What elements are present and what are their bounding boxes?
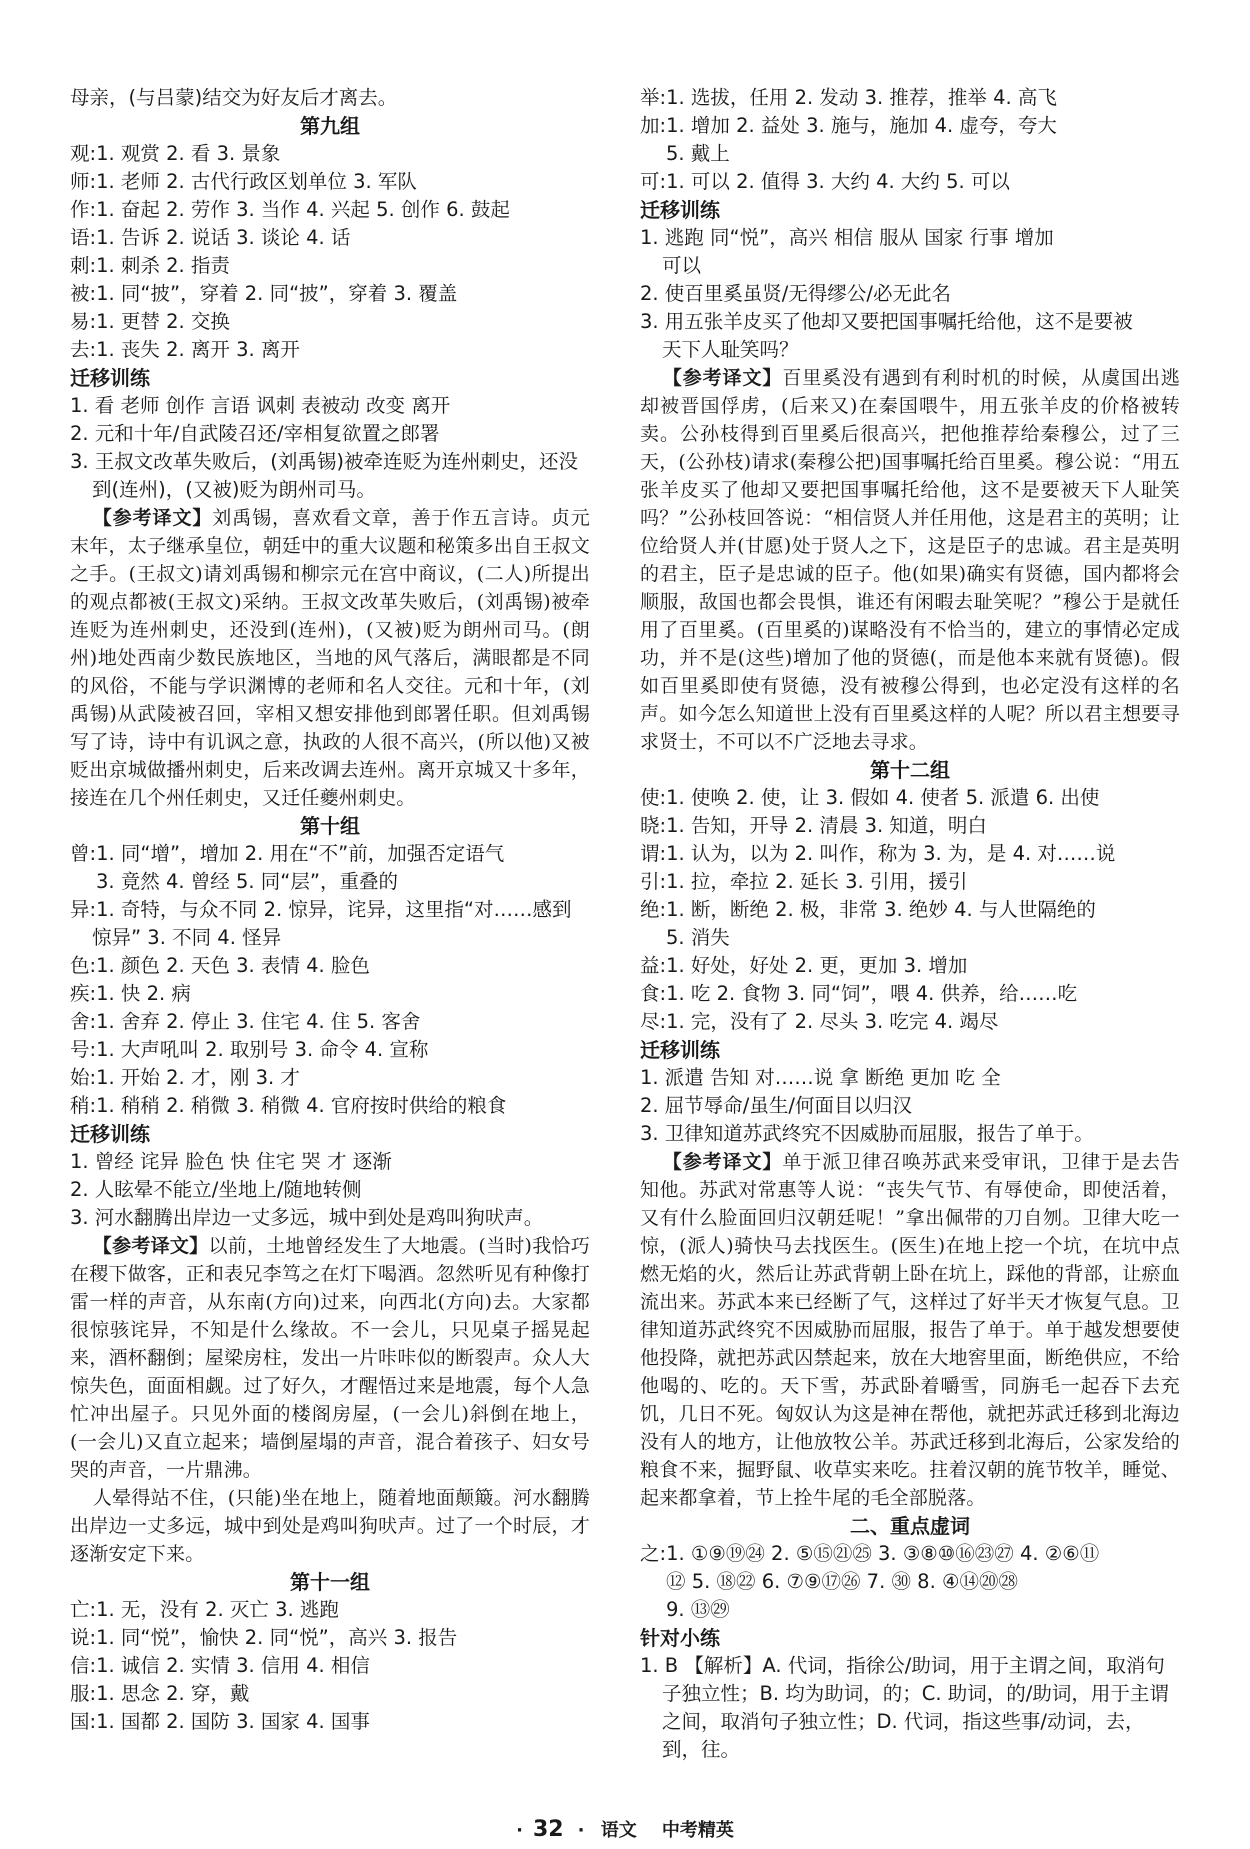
text-line: 始:1. 开始 2. 才，刚 3. 才: [70, 1066, 300, 1089]
section-heading: 迁移训练: [70, 366, 150, 390]
text-line: 易:1. 更替 2. 交换: [70, 310, 230, 333]
group-heading: 第十一组: [290, 1570, 370, 1594]
text-line: 可以: [662, 254, 702, 277]
left-column: [70, 84, 590, 1736]
text-line: 去:1. 丧失 2. 离开 3. 离开: [70, 338, 300, 361]
text-line: 曾:1. 同“增”，增加 2. 用在“不”前，加强否定语气: [70, 842, 505, 865]
right-column: [640, 84, 1180, 1764]
text-line: 被:1. 同“披”，穿着 2. 同“披”，穿着 3. 覆盖: [70, 282, 458, 305]
text-line: 9. ⑬㉙: [666, 1598, 730, 1621]
section-heading: 迁移训练: [640, 1038, 720, 1062]
text-line: 尽:1. 完，没有了 2. 尽头 3. 吃完 4. 竭尽: [640, 1010, 999, 1033]
text-line: 绝:1. 断，断绝 2. 极，非常 3. 绝妙 4. 与人世隔绝的: [640, 898, 1096, 921]
text-line: 之间，取消句子独立性；D. 代词，指这些事/动词，去，: [662, 1710, 1145, 1733]
text-line: 到(连州)，(又被)贬为朗州司马。: [92, 478, 376, 501]
translation-label: 【参考译文】: [662, 1151, 783, 1173]
text-line: 2. 屈节辱命/虽生/何面目以归汉: [640, 1094, 912, 1117]
text-line: 舍:1. 舍弃 2. 停止 3. 住宅 4. 住 5. 客舍: [70, 1010, 421, 1033]
text-line: 稍:1. 稍稍 2. 稍微 3. 稍微 4. 官府按时供给的粮食: [70, 1094, 507, 1117]
text-line: 引:1. 拉，牵拉 2. 延长 3. 引用，援引: [640, 870, 968, 893]
text-line: 亡:1. 无，没有 2. 灭亡 3. 逃跑: [70, 1598, 339, 1621]
text-line: 谓:1. 认为，以为 2. 叫作，称为 3. 为，是 4. 对……说: [640, 842, 1116, 865]
text-line: 3. 王叔文改革失败后，(刘禹锡)被牵连贬为连州刺史，还没: [70, 450, 579, 473]
group-heading: 第十二组: [870, 758, 950, 782]
text-line: 作:1. 奋起 2. 劳作 3. 当作 4. 兴起 5. 创作 6. 鼓起: [70, 198, 510, 221]
text-line: 2. 人眩晕不能立/坐地上/随地转侧: [70, 1178, 362, 1201]
text-line: 号:1. 大声吼叫 2. 取别号 3. 命令 4. 宣称: [70, 1038, 429, 1061]
text-line: 子独立性；B. 均为助词，的；C. 助词，的/助词，用于主谓: [662, 1682, 1169, 1705]
translation-text: 百里奚没有遇到有利时机的时候，从虞国出逃却被晋国俘虏，(后来又)在秦国喂牛，用五张羊皮的价格被转卖。公孙枝得到百里奚后很高兴，把他推荐给秦穆公，过了三天，(公孙枝)请求(秦穆公把)国事嘱托给百里奚。穆公说：“用五张羊皮买了他却又要把国事嘱托给他，这不是要被天下人耻笑吗？”公孙枝回答说：“相信贤人并任用他，这是君主的英明；让位给贤人并(甘愿)处于贤人之下，这是臣子的忠诚。君主是英明的君主，臣子是忠诚的臣子。他(如果)确实有贤德，国内都将会顺服，敌国也都会畏惧，谁还有闲暇去耻笑呢？”穆公于是就任用了百里奚。(百里奚的)谋略没有不恰当的，建立的事情必定成功，并不是(这些)增加了他的贤德(，而是他本来就有贤德)。假如百里奚即使有贤德，没有被穆公得到，也必定没有这样的名声。如今怎么知道世上没有百里奚这样的人呢？所以君主想要寻求贤士，不可以不广泛地去寻求。: [640, 367, 1180, 753]
group-heading: 第十组: [300, 814, 360, 838]
translation-label: 【参考译文】: [92, 507, 213, 529]
text-line: 刺:1. 刺杀 2. 指责: [70, 254, 230, 277]
text-line: 3. 用五张羊皮买了他却又要把国事嘱托给他，这不是要被: [640, 310, 1133, 333]
translation-text: 人晕得站不住，(只能)坐在地上，随着地面颠簸。河水翻腾出岸边一丈多远，城中到处是鸡叫狗吠声。过了一个时辰，才逐渐安定下来。: [70, 1487, 590, 1565]
text-line: 食:1. 吃 2. 食物 3. 同“饲”，喂 4. 供养，给……吃: [640, 982, 1078, 1005]
text-line: 晓:1. 告知，开导 2. 清晨 3. 知道，明白: [640, 814, 987, 837]
text-line: 1. 派遣 告知 对……说 拿 断绝 更加 吃 全: [640, 1066, 1001, 1089]
reference-translation: [70, 504, 590, 812]
section-heading: 迁移训练: [70, 1122, 150, 1146]
text-line: 之:1. ①⑨⑲㉔ 2. ⑤⑮㉑㉕ 3. ③⑧⑩⑯㉓㉗ 4. ②⑥⑪: [640, 1542, 1100, 1565]
text-line: 益:1. 好处，好处 2. 更，更加 3. 增加: [640, 954, 968, 977]
section-heading: 针对小练: [640, 1626, 720, 1650]
translation-label: 【参考译文】: [92, 1235, 209, 1257]
text-line: 异:1. 奇特，与众不同 2. 惊异，诧异，这里指“对……感到: [70, 898, 572, 921]
text-line: 使:1. 使唤 2. 使，让 3. 假如 4. 使者 5. 派遣 6. 出使: [640, 786, 1100, 809]
text-line: 3. 竟然 4. 曾经 5. 同“层”，重叠的: [96, 870, 399, 893]
text-line: 可:1. 可以 2. 值得 3. 大约 4. 大约 5. 可以: [640, 170, 1010, 193]
section-heading: 迁移训练: [640, 198, 720, 222]
group-heading: 第九组: [300, 114, 360, 138]
text-line: 3. 河水翻腾出岸边一丈多远，城中到处是鸡叫狗吠声。: [70, 1206, 544, 1229]
text-line: 1. 逃跑 同“悦”，高兴 相信 服从 国家 行事 增加: [640, 226, 1054, 249]
text-line: 2. 元和十年/自武陵召还/宰相复欲置之郎署: [70, 422, 440, 445]
text-line: 服:1. 思念 2. 穿，戴: [70, 1682, 250, 1705]
text-line: 天下人耻笑吗？: [662, 338, 799, 361]
text-line: ⑫ 5. ⑱㉒ 6. ⑦⑨⑰㉖ 7. ㉚ 8. ④⑭⑳㉘: [666, 1570, 1018, 1593]
text-line: 信:1. 诚信 2. 实情 3. 信用 4. 相信: [70, 1654, 370, 1677]
text-line: 到，往。: [662, 1738, 741, 1761]
footer-dot-right: ·: [577, 1820, 585, 1841]
group-heading: 二、重点虚词: [850, 1514, 970, 1538]
text-line: 国:1. 国都 2. 国防 3. 国家 4. 国事: [70, 1710, 370, 1733]
footer-book-title: 中考精英: [661, 1820, 734, 1841]
text-line: 说:1. 同“悦”，愉快 2. 同“悦”，高兴 3. 报告: [70, 1626, 458, 1649]
reference-translation: [640, 364, 1180, 756]
text-line: 疾:1. 快 2. 病: [70, 982, 191, 1005]
text-line: 母亲，(与吕蒙)结交为好友后才离去。: [70, 86, 398, 109]
text-line: 观:1. 观赏 2. 看 3. 景象: [70, 142, 281, 165]
reference-translation: [70, 1484, 590, 1568]
text-line: 举:1. 选拔，任用 2. 发动 3. 推荐，推举 4. 高飞: [640, 86, 1057, 109]
reference-translation: [640, 1148, 1180, 1512]
footer-subject: 语文: [600, 1820, 637, 1841]
page-footer: [0, 1816, 1250, 1842]
translation-text: 刘禹锡，喜欢看文章，善于作五言诗。贞元末年，太子继承皇位，朝廷中的重大议题和秘策多出自王叔文之手。(王叔文)请刘禹锡和柳宗元在宫中商议，(二人)所提出的观点都被(王叔文)采纳。王叔文改革失败后，(刘禹锡)被牵连贬为连州刺史，还没到(连州)，(又被)贬为朗州司马。(朗州)地处西南少数民族地区，当地的风气落后，满眼都是不同的风俗，不能与学识渊博的老师和名人交往。元和十年，(刘禹锡)从武陵被召回，宰相又想安排他到郎署任职。但刘禹锡写了诗，诗中有讥讽之意，执政的人很不高兴，(所以他)又被贬出京城做播州刺史，后来改调去连州。离开京城又十多年，接连在几个州任刺史，又迁任夔州刺史。: [70, 507, 590, 809]
translation-label: 【参考译文】: [662, 367, 783, 389]
footer-dot-left: ·: [516, 1820, 523, 1841]
text-line: 5. 戴上: [666, 142, 730, 165]
text-line: 5. 消失: [666, 926, 730, 949]
text-line: 加:1. 增加 2. 益处 3. 施与，施加 4. 虚夸，夸大: [640, 114, 1057, 137]
text-line: 3. 卫律知道苏武终究不因威胁而屈服，报告了单于。: [640, 1122, 1094, 1145]
text-line: 色:1. 颜色 2. 天色 3. 表情 4. 脸色: [70, 954, 370, 977]
page-number: 32: [533, 1817, 564, 1842]
translation-text: 以前，土地曾经发生了大地震。(当时)我恰巧在稷下做客，正和表兄李笃之在灯下喝酒。忽然听见有种像打雷一样的声音，从东南(方向)过来，向西北(方向)去。大家都很惊骇诧异，不知是什么缘故。不一会儿，只见桌子摇晃起来，酒杯翻倒；屋梁房柱，发出一片咔咔似的断裂声。众人大惊失色，面面相觑。过了好久，才醒悟过来是地震，每个人急忙冲出屋子。只见外面的楼阁房屋，(一会儿)斜倒在地上，(一会儿)又直立起来；墙倒屋塌的声音，混合着孩子、妇女号哭的声音，一片鼎沸。: [70, 1235, 590, 1481]
text-line: 2. 使百里奚虽贤/无得缪公/必无此名: [640, 282, 951, 305]
reference-translation: [70, 1232, 590, 1484]
text-line: 语:1. 告诉 2. 说话 3. 谈论 4. 话: [70, 226, 351, 249]
translation-text: 单于派卫律召唤苏武来受审讯，卫律于是去告知他。苏武对常惠等人说：“丧失气节、有辱使命，即使活着，又有什么脸面回归汉朝廷呢！”拿出佩带的刀自刎。卫律大吃一惊，(派人)骑快马去找医生。(医生)在地上挖一个坑，在坑中点燃无焰的火，然后让苏武背朝上卧在坑上，踩他的背部，让瘀血流出来。苏武本来已经断了气，这样过了好半天才恢复气息。卫律知道苏武终究不因威胁而屈服，报告了单于。单于越发想要使他投降，就把苏武囚禁起来，放在大地窖里面，断绝供应，不给他喝的、吃的。天下雪，苏武卧着嚼雪，同旃毛一起吞下去充饥，几日不死。匈奴认为这是神在帮他，就把苏武迁移到北海边没有人的地方，让他放牧公羊。苏武迁移到北海后，公家发给的粮食不来，掘野鼠、收草实来吃。拄着汉朝的旄节牧羊，睡觉、起来都拿着，节上拴牛尾的毛全部脱落。: [640, 1151, 1180, 1509]
text-line: 1. 曾经 诧异 脸色 快 住宅 哭 才 逐渐: [70, 1150, 392, 1173]
text-line: 1. 看 老师 创作 言语 讽刺 表被动 改变 离开: [70, 394, 451, 417]
text-line: 惊异” 3. 不同 4. 怪异: [92, 926, 282, 949]
text-line: 1. B 【解析】A. 代词，指徐公/助词，用于主谓之间，取消句: [640, 1654, 1165, 1677]
text-line: 师:1. 老师 2. 古代行政区划单位 3. 军队: [70, 170, 417, 193]
